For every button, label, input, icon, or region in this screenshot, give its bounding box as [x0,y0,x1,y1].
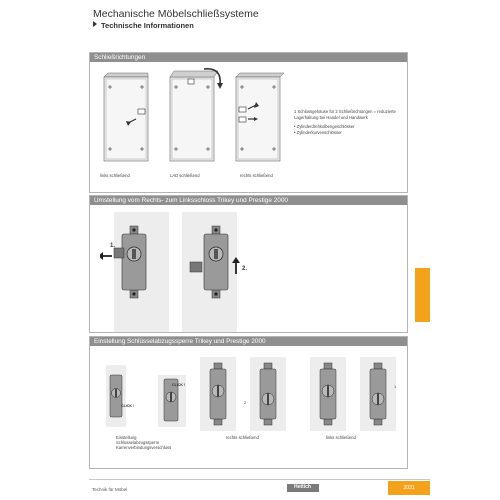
cabinet-illustration-right [230,71,286,167]
caption-einstellung: Einstellung Schlüsselabzugssperre Karrenverbindungsverschluss [116,435,172,450]
callout-click-1: CLICK ! [121,404,135,408]
cabinet-illustration-lad [164,65,234,165]
lock-small-3 [200,361,236,427]
section-schliessrichtungen [89,52,408,193]
lock-small-6 [360,361,396,427]
note-bullet-1: • Zylinderdrehkolbengeschlösser [294,124,355,129]
page-title: Mechanische Möbelschließsysteme [93,8,259,20]
arrow-right-icon [93,21,97,27]
lock-small-5 [310,361,346,427]
section-einstellung [89,336,408,469]
page-subtitle [93,21,194,30]
caption-links-schliessend: links schließend [100,173,130,178]
step-label-2: 2. [242,266,248,272]
page-subtitle-text: Technische Informationen [101,21,194,30]
note-main: 1 Schlossgehäuse für 2 Schließrichtungen = reduzierte Lagerhaltung bei Handel und Handwerk [294,109,396,120]
chapter-tab [415,268,430,322]
section-header: Einstellung Schlüsselabzugssperre Trikey und Prestige 2000 [90,337,407,346]
section-umstellung [89,195,408,333]
page-number: 2031 [388,481,430,495]
note-bullet-2: • Zylinderkurvenschlösser [294,129,342,135]
lock-illustration-2 [182,224,254,304]
lock-illustration-1 [100,224,172,304]
lock-small-4 [250,361,286,427]
callout-1: 1 [394,385,397,389]
callout-2: 2 [244,401,247,405]
lock-small-1 [104,371,128,421]
cabinet-illustration-left [98,71,154,167]
callout-click-2: CLICK ! [172,383,186,387]
caption-rechts-schliessend: rechts schließend [226,435,259,440]
step-label-1: 1. [110,243,116,249]
caption-lad-schliessend: LAD schließend [170,173,200,178]
caption-rechts-schliessend: rechts schließend [240,173,273,178]
footer-text: Technik für Möbel [92,487,128,492]
caption-links-schliessend: links schließend [326,435,356,440]
footer-divider [89,479,430,480]
logo-label: Hettich [294,484,311,490]
section-header: Umstellung vom Rechts- zum Linksschloss Trikey und Prestige 2000 [90,196,407,205]
section-header: Schließrichtungen [90,53,407,62]
note-text [294,109,404,135]
